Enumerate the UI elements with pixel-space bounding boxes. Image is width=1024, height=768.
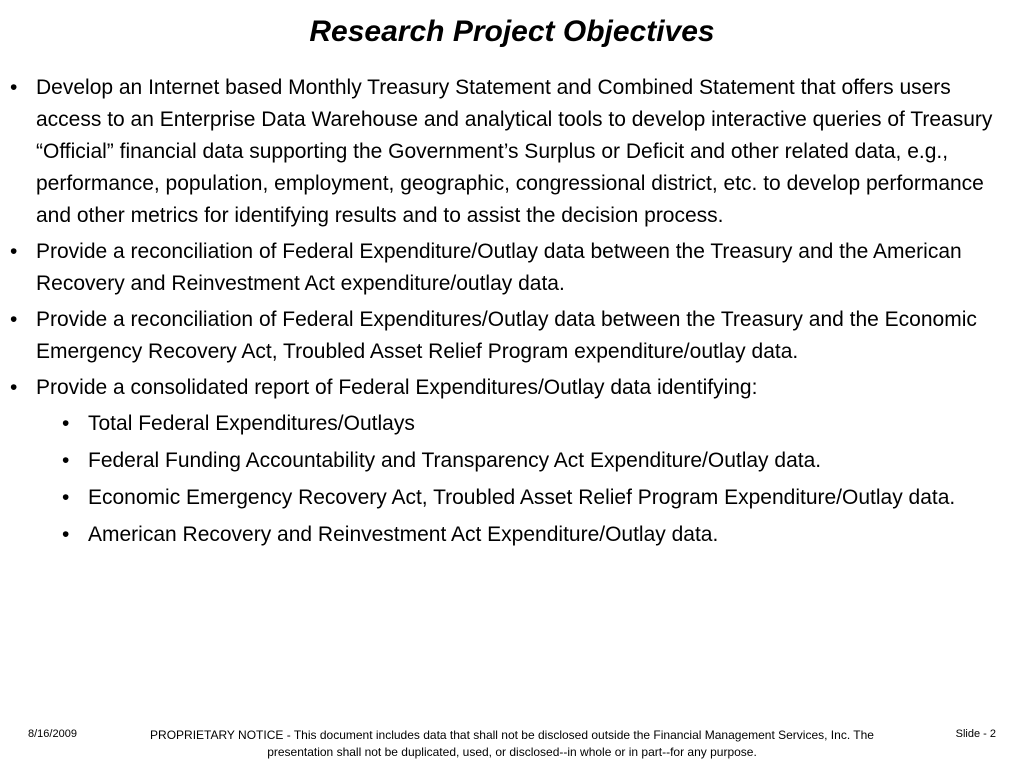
slide-title: Research Project Objectives — [309, 15, 715, 48]
bullet-item — [0, 372, 1016, 404]
bullet-icon: • — [62, 412, 70, 435]
bullet-text: Develop an Internet based Monthly Treasury Statement and Combined Statement that offers users access to an Enterprise Data Warehouse and analytical tools to develop interactive queries of Treasury “Official” financial data supporting the Government’s Surplus or Deficit and other related data, e.g., performance, population, employment, geographic, congressional district, etc. to develop performance and other metrics for identifying results and to assist the decision process. — [36, 76, 993, 227]
bullet-item — [0, 304, 1016, 368]
sub-bullet-text: Economic Emergency Recovery Act, Troubled Asset Relief Program Expenditure/Outlay data. — [88, 486, 956, 509]
bullet-icon: • — [62, 523, 70, 546]
bullet-icon: • — [62, 449, 70, 472]
bullet-icon: • — [62, 486, 70, 509]
sub-bullet-text: Total Federal Expenditures/Outlays — [88, 412, 415, 435]
bullet-item — [0, 236, 1016, 300]
bullet-text: Provide a reconciliation of Federal Expenditure/Outlay data between the Treasury and the American Recovery and Reinvestment Act expenditure/outlay data. — [36, 240, 962, 295]
bullet-text: Provide a reconciliation of Federal Expenditures/Outlay data between the Treasury and the Economic Emergency Recovery Act, Troubled Asset Relief Program expenditure/outlay data. — [36, 308, 977, 363]
bullet-icon: • — [10, 376, 18, 399]
bullet-item — [0, 72, 1016, 232]
sub-bullet-text: Federal Funding Accountability and Transparency Act Expenditure/Outlay data. — [88, 449, 822, 472]
bullet-text: Provide a consolidated report of Federal Expenditures/Outlay data identifying: — [36, 376, 758, 399]
slide-content — [0, 72, 1024, 556]
bullet-icon: • — [10, 76, 18, 99]
sub-bullet-item — [0, 519, 1008, 551]
footer-proprietary-notice: PROPRIETARY NOTICE - This document includes data that shall not be disclosed outside the Financial Management Services, Inc. The presentation shall not be duplicated, used, or disclosed--in whole or in part--for any purpose. — [150, 728, 874, 759]
bullet-icon: • — [10, 240, 18, 263]
sub-bullet-item — [0, 482, 1008, 514]
sub-bullet-item — [0, 445, 1008, 477]
footer-slide-number: Slide - 2 — [955, 728, 996, 740]
bullet-icon: • — [10, 308, 18, 331]
footer-date: 8/16/2009 — [28, 728, 77, 740]
sub-bullet-item — [0, 408, 1008, 440]
sub-bullet-text: American Recovery and Reinvestment Act Expenditure/Outlay data. — [88, 523, 719, 546]
